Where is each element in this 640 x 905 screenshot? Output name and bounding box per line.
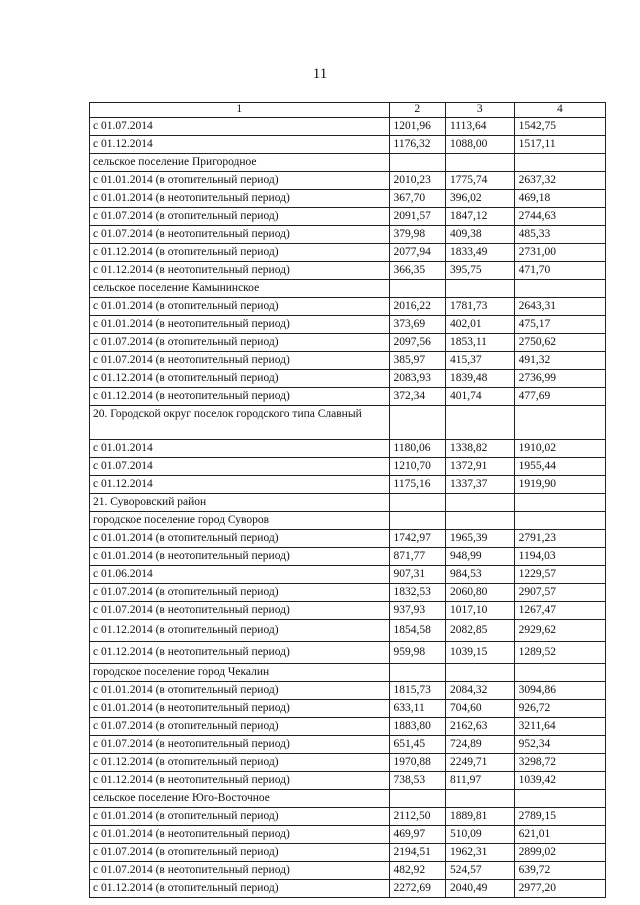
table-row — [90, 226, 606, 244]
row-label: с 01.12.2014 (в неотопительный период) — [90, 388, 390, 406]
row-label: сельское поселение Пригородное — [90, 154, 390, 172]
value-cell: 1176,32 — [389, 136, 445, 154]
value-cell: 469,18 — [514, 190, 605, 208]
table-row — [90, 352, 606, 370]
value-cell: 475,17 — [514, 316, 605, 334]
table-row — [90, 584, 606, 602]
value-cell: 1517,11 — [514, 136, 605, 154]
value-cell: 1853,11 — [445, 334, 514, 352]
tariff-table — [89, 102, 606, 898]
value-cell — [514, 494, 605, 512]
header-cell: 3 — [445, 103, 514, 118]
value-cell: 2929,62 — [514, 620, 605, 642]
value-cell: 373,69 — [389, 316, 445, 334]
value-cell: 2040,49 — [445, 880, 514, 898]
row-label: с 01.07.2014 (в неотопительный период) — [90, 736, 390, 754]
value-cell: 1962,31 — [445, 844, 514, 862]
value-cell: 2077,94 — [389, 244, 445, 262]
table-row — [90, 298, 606, 316]
value-cell — [514, 664, 605, 682]
value-cell: 2789,15 — [514, 808, 605, 826]
table-row — [90, 620, 606, 642]
table-row — [90, 530, 606, 548]
table-row — [90, 862, 606, 880]
value-cell: 1039,15 — [445, 642, 514, 664]
value-cell: 485,33 — [514, 226, 605, 244]
row-label: с 01.07.2014 (в отопительный период) — [90, 584, 390, 602]
value-cell: 1815,73 — [389, 682, 445, 700]
table-row — [90, 334, 606, 352]
row-label: с 01.12.2014 (в неотопительный период) — [90, 772, 390, 790]
value-cell: 409,38 — [445, 226, 514, 244]
row-label: городское поселение город Суворов — [90, 512, 390, 530]
value-cell: 1372,91 — [445, 458, 514, 476]
value-cell: 2731,00 — [514, 244, 605, 262]
table-row — [90, 280, 606, 298]
table-row — [90, 736, 606, 754]
value-cell — [514, 280, 605, 298]
table-row — [90, 826, 606, 844]
table-row — [90, 262, 606, 280]
table-row — [90, 548, 606, 566]
row-label: с 01.01.2014 (в неотопительный период) — [90, 316, 390, 334]
row-label: с 01.12.2014 (в отопительный период) — [90, 880, 390, 898]
value-cell — [514, 512, 605, 530]
value-cell: 2736,99 — [514, 370, 605, 388]
value-cell: 704,60 — [445, 700, 514, 718]
value-cell: 415,37 — [445, 352, 514, 370]
value-cell: 524,57 — [445, 862, 514, 880]
value-cell: 366,35 — [389, 262, 445, 280]
value-cell: 811,97 — [445, 772, 514, 790]
value-cell: 1267,47 — [514, 602, 605, 620]
value-cell — [389, 790, 445, 808]
value-cell — [389, 512, 445, 530]
row-label: с 01.07.2014 (в отопительный период) — [90, 718, 390, 736]
row-label: с 01.12.2014 (в отопительный период) — [90, 620, 390, 642]
value-cell: 1289,52 — [514, 642, 605, 664]
row-label: с 01.07.2014 (в неотопительный период) — [90, 352, 390, 370]
value-cell: 1847,12 — [445, 208, 514, 226]
value-cell: 959,98 — [389, 642, 445, 664]
table-row — [90, 512, 606, 530]
value-cell: 948,99 — [445, 548, 514, 566]
table-row — [90, 790, 606, 808]
row-label: с 01.12.2014 — [90, 476, 390, 494]
value-cell: 2082,85 — [445, 620, 514, 642]
value-cell: 1338,82 — [445, 440, 514, 458]
table-row — [90, 458, 606, 476]
value-cell: 2272,69 — [389, 880, 445, 898]
value-cell: 871,77 — [389, 548, 445, 566]
table-row — [90, 772, 606, 790]
table-row — [90, 808, 606, 826]
value-cell: 1039,42 — [514, 772, 605, 790]
row-label: 20. Городской округ поселок городского типа Славный — [90, 406, 390, 440]
row-label: с 01.01.2014 (в отопительный период) — [90, 682, 390, 700]
value-cell: 1180,06 — [389, 440, 445, 458]
row-label: с 01.12.2014 (в неотопительный период) — [90, 642, 390, 664]
value-cell: 2060,80 — [445, 584, 514, 602]
value-cell: 385,97 — [389, 352, 445, 370]
value-cell: 395,75 — [445, 262, 514, 280]
row-label: с 01.12.2014 (в отопительный период) — [90, 754, 390, 772]
value-cell: 1955,44 — [514, 458, 605, 476]
value-cell: 1883,80 — [389, 718, 445, 736]
value-cell — [389, 154, 445, 172]
row-label: с 01.07.2014 (в отопительный период) — [90, 208, 390, 226]
value-cell: 2744,63 — [514, 208, 605, 226]
table-row — [90, 754, 606, 772]
table-row — [90, 370, 606, 388]
value-cell: 1854,58 — [389, 620, 445, 642]
value-cell: 2194,51 — [389, 844, 445, 862]
row-label: с 01.07.2014 (в неотопительный период) — [90, 862, 390, 880]
table-row — [90, 566, 606, 584]
value-cell: 984,53 — [445, 566, 514, 584]
value-cell — [445, 664, 514, 682]
value-cell: 471,70 — [514, 262, 605, 280]
value-cell: 2907,57 — [514, 584, 605, 602]
value-cell: 510,09 — [445, 826, 514, 844]
row-label: с 01.01.2014 (в отопительный период) — [90, 808, 390, 826]
value-cell: 379,98 — [389, 226, 445, 244]
value-cell: 1781,73 — [445, 298, 514, 316]
row-label: с 01.01.2014 — [90, 440, 390, 458]
row-label: с 01.01.2014 (в отопительный период) — [90, 298, 390, 316]
row-label: с 01.12.2014 (в неотопительный период) — [90, 262, 390, 280]
table-row — [90, 642, 606, 664]
value-cell: 1910,02 — [514, 440, 605, 458]
row-label: сельское поселение Юго-Восточное — [90, 790, 390, 808]
value-cell — [445, 790, 514, 808]
value-cell: 2112,50 — [389, 808, 445, 826]
row-label: 21. Суворовский район — [90, 494, 390, 512]
table-header-row — [90, 103, 606, 118]
row-label: с 01.07.2014 (в неотопительный период) — [90, 226, 390, 244]
value-cell: 2249,71 — [445, 754, 514, 772]
value-cell: 2899,02 — [514, 844, 605, 862]
table-row — [90, 136, 606, 154]
row-label: с 01.01.2014 (в отопительный период) — [90, 530, 390, 548]
row-label: с 01.07.2014 — [90, 118, 390, 136]
header-cell: 1 — [90, 103, 390, 118]
table-row — [90, 700, 606, 718]
value-cell: 1832,53 — [389, 584, 445, 602]
value-cell: 907,31 — [389, 566, 445, 584]
row-label: с 01.01.2014 (в неотопительный период) — [90, 548, 390, 566]
value-cell — [389, 280, 445, 298]
value-cell: 1088,00 — [445, 136, 514, 154]
value-cell — [514, 790, 605, 808]
row-label: с 01.01.2014 (в отопительный период) — [90, 172, 390, 190]
value-cell — [445, 154, 514, 172]
page-number: 11 — [312, 66, 328, 82]
value-cell: 724,89 — [445, 736, 514, 754]
value-cell: 401,74 — [445, 388, 514, 406]
row-label: городское поселение город Чекалин — [90, 664, 390, 682]
row-label: с 01.01.2014 (в неотопительный период) — [90, 190, 390, 208]
value-cell: 1919,90 — [514, 476, 605, 494]
value-cell: 926,72 — [514, 700, 605, 718]
value-cell: 1742,97 — [389, 530, 445, 548]
value-cell: 1965,39 — [445, 530, 514, 548]
table-row — [90, 316, 606, 334]
table-row — [90, 244, 606, 262]
value-cell: 937,93 — [389, 602, 445, 620]
value-cell: 396,02 — [445, 190, 514, 208]
value-cell: 1210,70 — [389, 458, 445, 476]
value-cell: 1970,88 — [389, 754, 445, 772]
table-row — [90, 190, 606, 208]
value-cell: 738,53 — [389, 772, 445, 790]
value-cell — [445, 512, 514, 530]
value-cell: 3298,72 — [514, 754, 605, 772]
value-cell: 1113,64 — [445, 118, 514, 136]
row-label: с 01.07.2014 (в неотопительный период) — [90, 602, 390, 620]
table-row — [90, 118, 606, 136]
table-row — [90, 154, 606, 172]
table-row — [90, 388, 606, 406]
value-cell: 1017,10 — [445, 602, 514, 620]
value-cell: 1201,96 — [389, 118, 445, 136]
value-cell: 1542,75 — [514, 118, 605, 136]
table-row — [90, 682, 606, 700]
value-cell: 1229,57 — [514, 566, 605, 584]
row-label: с 01.01.2014 (в неотопительный период) — [90, 826, 390, 844]
row-label: с 01.06.2014 — [90, 566, 390, 584]
row-label: с 01.07.2014 (в отопительный период) — [90, 334, 390, 352]
value-cell: 2637,32 — [514, 172, 605, 190]
value-cell: 469,97 — [389, 826, 445, 844]
value-cell: 2750,62 — [514, 334, 605, 352]
value-cell: 2791,23 — [514, 530, 605, 548]
table-row — [90, 172, 606, 190]
value-cell: 2091,57 — [389, 208, 445, 226]
row-label: сельское поселение Камынинское — [90, 280, 390, 298]
value-cell: 2162,63 — [445, 718, 514, 736]
table-row — [90, 208, 606, 226]
row-label: с 01.12.2014 (в отопительный период) — [90, 244, 390, 262]
value-cell: 491,32 — [514, 352, 605, 370]
table-row — [90, 718, 606, 736]
value-cell — [389, 406, 445, 440]
table-row — [90, 844, 606, 862]
value-cell: 3211,64 — [514, 718, 605, 736]
value-cell: 651,45 — [389, 736, 445, 754]
value-cell: 1175,16 — [389, 476, 445, 494]
row-label: с 01.01.2014 (в неотопительный период) — [90, 700, 390, 718]
value-cell: 482,92 — [389, 862, 445, 880]
value-cell: 633,11 — [389, 700, 445, 718]
value-cell: 477,69 — [514, 388, 605, 406]
header-cell: 4 — [514, 103, 605, 118]
value-cell: 952,34 — [514, 736, 605, 754]
value-cell: 367,70 — [389, 190, 445, 208]
value-cell: 3094,86 — [514, 682, 605, 700]
row-label: с 01.07.2014 — [90, 458, 390, 476]
value-cell: 2977,20 — [514, 880, 605, 898]
table-row — [90, 406, 606, 440]
value-cell — [514, 406, 605, 440]
value-cell: 2097,56 — [389, 334, 445, 352]
value-cell: 372,34 — [389, 388, 445, 406]
row-label: с 01.07.2014 (в отопительный период) — [90, 844, 390, 862]
value-cell: 2643,31 — [514, 298, 605, 316]
value-cell — [445, 280, 514, 298]
header-cell: 2 — [389, 103, 445, 118]
value-cell: 1833,49 — [445, 244, 514, 262]
table-row — [90, 880, 606, 898]
table-row — [90, 440, 606, 458]
value-cell: 621,01 — [514, 826, 605, 844]
row-label: с 01.12.2014 — [90, 136, 390, 154]
value-cell — [514, 154, 605, 172]
value-cell: 1194,03 — [514, 548, 605, 566]
value-cell — [445, 494, 514, 512]
value-cell — [445, 406, 514, 440]
value-cell — [389, 494, 445, 512]
value-cell: 1839,48 — [445, 370, 514, 388]
row-label: с 01.12.2014 (в отопительный период) — [90, 370, 390, 388]
value-cell: 639,72 — [514, 862, 605, 880]
table-row — [90, 494, 606, 512]
value-cell: 2084,32 — [445, 682, 514, 700]
value-cell: 2083,93 — [389, 370, 445, 388]
value-cell: 1337,37 — [445, 476, 514, 494]
table-row — [90, 476, 606, 494]
table-row — [90, 664, 606, 682]
table-row — [90, 602, 606, 620]
value-cell: 2010,23 — [389, 172, 445, 190]
value-cell — [389, 664, 445, 682]
value-cell: 1775,74 — [445, 172, 514, 190]
value-cell: 402,01 — [445, 316, 514, 334]
value-cell: 1889,81 — [445, 808, 514, 826]
value-cell: 2016,22 — [389, 298, 445, 316]
